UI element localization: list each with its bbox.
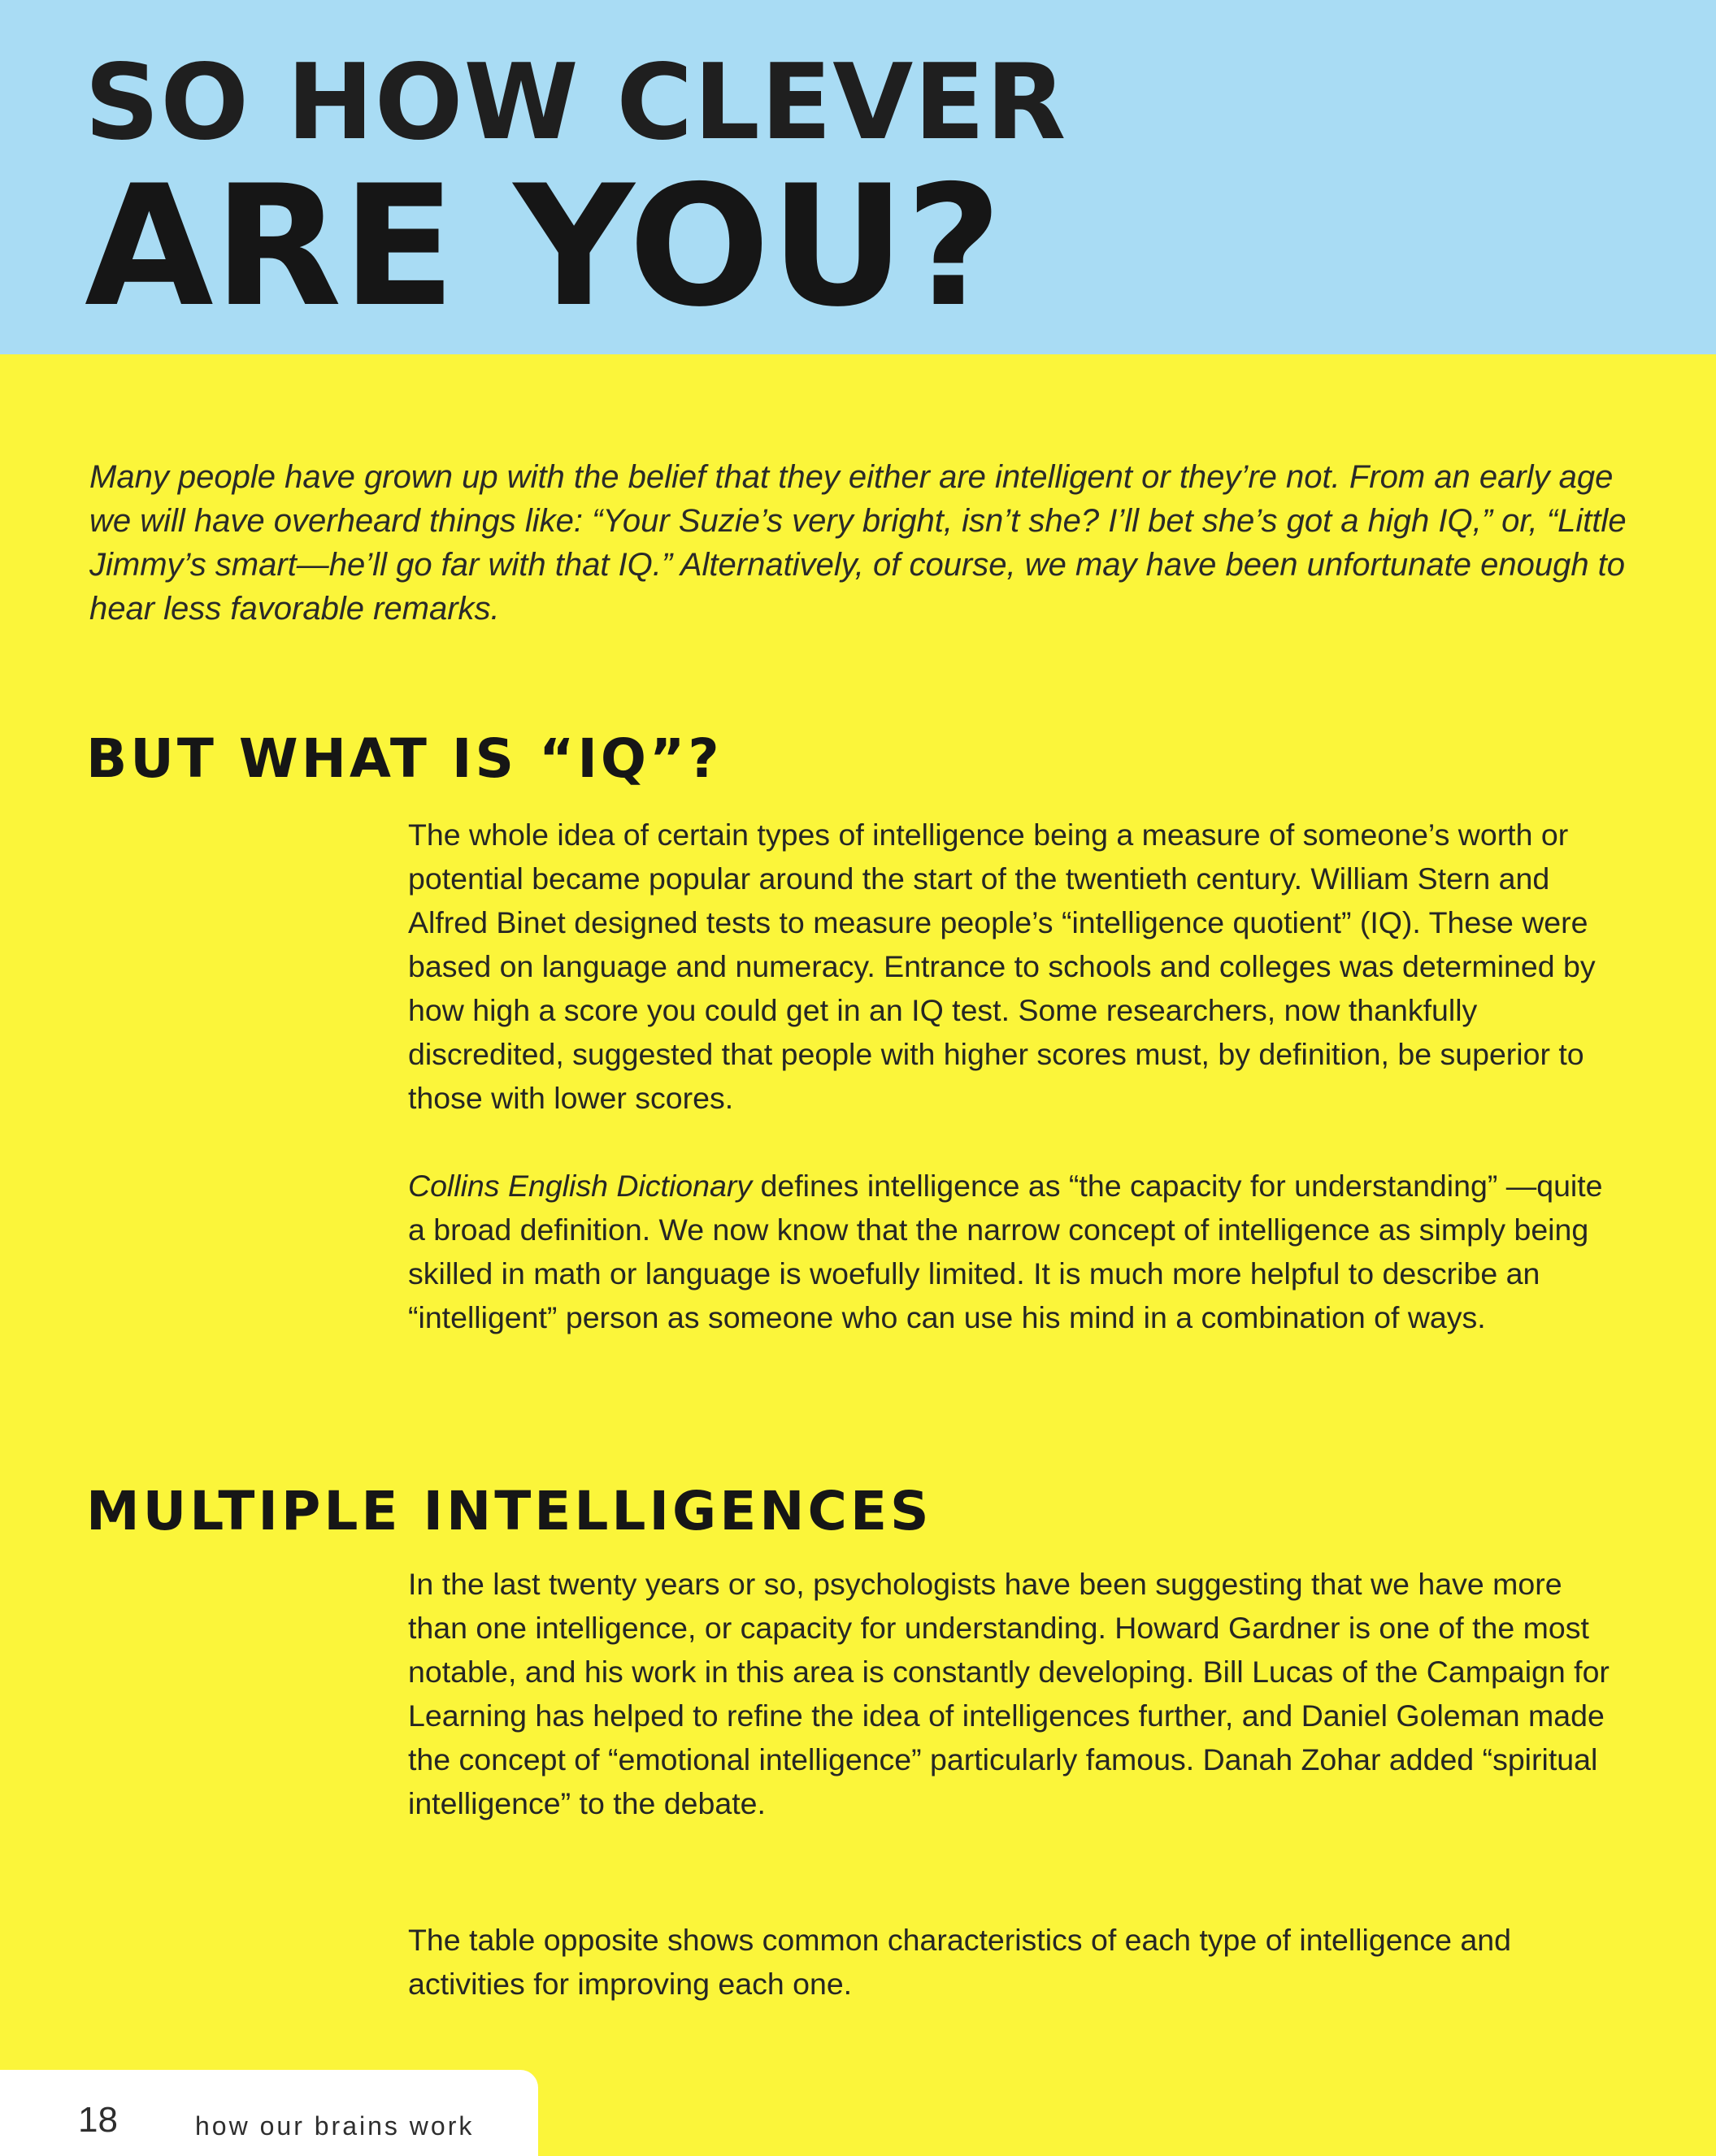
iq-paragraph-1: The whole idea of certain types of intelligence being a measure of someone’s worth or potential became popular around the start of the twentieth century. William Stern and Alfred Binet designed tests to measure people’s “intelligence quotient” (IQ). These were based on language and numeracy. Entrance to schools and colleges was determined by how high a score you could get in an IQ test. Some researchers, now thankfully discredited, suggested that people with higher scores must, by definition, be superior to those with lower scores. bbox=[408, 818, 1596, 1115]
iq-paragraph-2-text: defines intelligence as “the capacity for understanding” —quite a broad definition. We now know that the narrow concept of intelligence as simply being skilled in math or language is woefully limited. It is much more helpful to describe an “intelligent” person as someone who can use his mind in a combination of ways. bbox=[408, 1169, 1603, 1334]
section-heading-multiple-intelligences: MULTIPLE INTELLIGENCES bbox=[86, 1480, 932, 1542]
dictionary-title: Collins English Dictionary bbox=[408, 1169, 753, 1203]
page-title-line-1: SO HOW CLEVER bbox=[85, 42, 1067, 163]
page-number: 18 bbox=[78, 2100, 118, 2140]
intro-paragraph: Many people have grown up with the belief that they either are intelligent or they’re not. From an early age we will have overheard things like: “Your Suzie’s very bright, isn’t she? I’ll bet she’s got a high IQ,” or, “Little Jimmy’s smart—he’ll go far with that IQ.” Alternatively, of course, we may have been unfortunate enough to hear less favorable remarks. bbox=[89, 459, 1627, 627]
multiple-paragraph-1: In the last twenty years or so, psychologists have been suggesting that we have more than one intelligence, or capacity for understanding. Howard Gardner is one of the most notable, and his work in this area is constantly developing. Bill Lucas of the Campaign for Learning has helped to refine the idea of intelligences further, and Daniel Goleman made the concept of “emotional intelligence” particularly famous. Danah Zohar added “spiritual intelligence” to the debate. bbox=[408, 1567, 1610, 1820]
section-heading-iq: BUT WHAT IS “IQ”? bbox=[86, 727, 723, 790]
running-title: how our brains work bbox=[195, 2111, 475, 2141]
header-band bbox=[0, 0, 1716, 354]
page-title-line-2: ARE YOU? bbox=[85, 150, 1002, 344]
iq-paragraph-2 bbox=[408, 1164, 1619, 1339]
multiple-paragraph-2: The table opposite shows common characteristics of each type of intelligence and activities for improving each one. bbox=[408, 1923, 1511, 2001]
